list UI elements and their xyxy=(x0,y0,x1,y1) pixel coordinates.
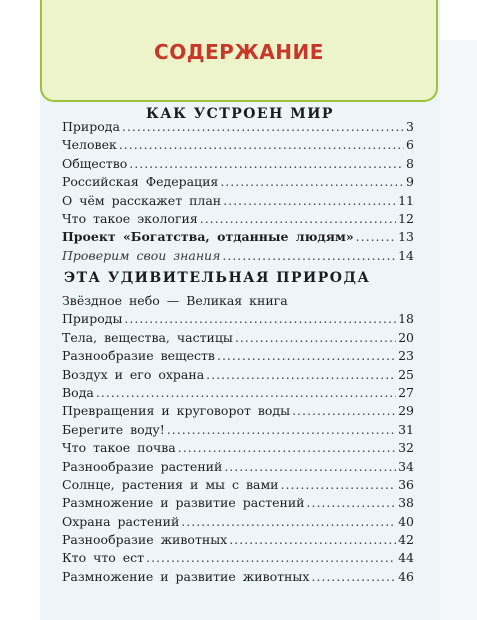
toc-entry[interactable]: Солнце, растения и мы с вами ..... 36 xyxy=(62,476,414,494)
toc-entry[interactable]: Разнообразие растений ..... 34 xyxy=(62,458,414,476)
section-title-amazing-nature: ЭТА УДИВИТЕЛЬНАЯ ПРИРОДА xyxy=(64,270,371,286)
toc-entry[interactable]: Российская Федерация ..... 9 xyxy=(62,173,414,191)
header-banner xyxy=(40,0,438,102)
toc-entry[interactable]: Воздух и его охрана ..... 25 xyxy=(62,366,414,384)
toc-entry[interactable]: Что такое почва ..... 32 xyxy=(62,439,414,457)
toc-section-1 xyxy=(62,118,414,265)
toc-entry[interactable]: Звёздное небо — Великая книга xyxy=(62,293,288,308)
toc-entry[interactable]: Разнообразие животных ..... 42 xyxy=(62,531,414,549)
toc-entry-check-knowledge[interactable]: Проверим свои знания ..... 14 xyxy=(62,247,414,265)
toc-entry[interactable]: Природы ..... 18 xyxy=(62,310,414,328)
toc-entry-project[interactable]: Проект «Богатства, отданные людям» ..... 13 xyxy=(62,228,414,246)
section-title-how-world-works: КАК УСТРОЕН МИР xyxy=(146,106,334,122)
toc-entry[interactable]: Человек ..... 6 xyxy=(62,136,414,154)
toc-entry[interactable]: Берегите воду! ..... 31 xyxy=(62,421,414,439)
toc-entry[interactable]: Размножение и развитие животных ..... 46 xyxy=(62,568,414,586)
page-title: СОДЕРЖАНИЕ xyxy=(154,40,324,64)
next-page-edge xyxy=(440,40,477,620)
toc-entry[interactable]: Общество ..... 8 xyxy=(62,155,414,173)
toc-entry[interactable]: Что такое экология ..... 12 xyxy=(62,210,414,228)
toc-entry[interactable]: Вода ..... 27 xyxy=(62,384,414,402)
toc-entry[interactable]: Охрана растений ..... 40 xyxy=(62,513,414,531)
toc-entry[interactable]: О чём расскажет план ..... 11 xyxy=(62,192,414,210)
toc-entry[interactable]: Размножение и развитие растений ..... 38 xyxy=(62,494,414,512)
toc-entry[interactable]: Кто что ест ..... 44 xyxy=(62,549,414,567)
toc-entry[interactable]: Тела, вещества, частицы ..... 20 xyxy=(62,329,414,347)
toc-entry[interactable]: Превращения и круговорот воды ..... 29 xyxy=(62,402,414,420)
toc-section-2 xyxy=(62,292,414,586)
toc-entry[interactable]: Разнообразие веществ ..... 23 xyxy=(62,347,414,365)
toc-entry[interactable]: Природа ..... 3 xyxy=(62,118,414,136)
